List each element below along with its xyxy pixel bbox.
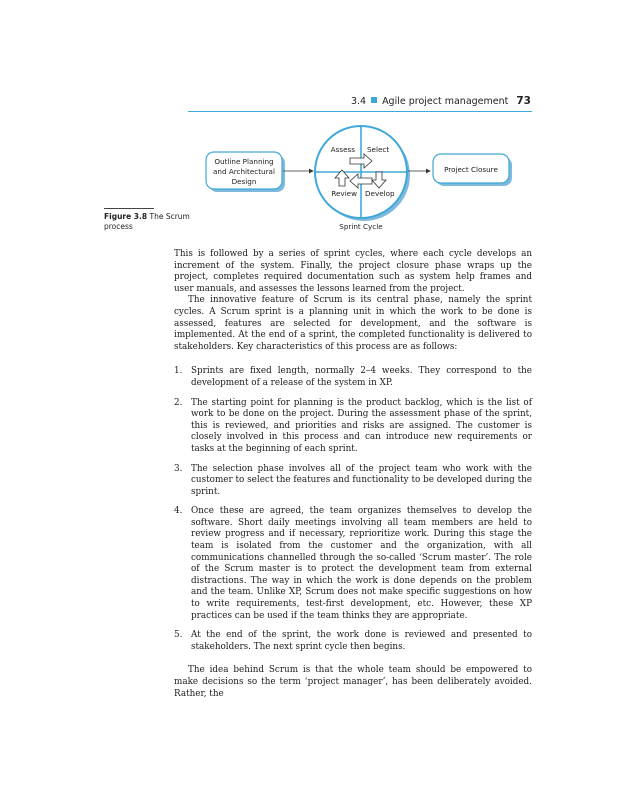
outline-planning-line-2: and Architectural [213, 167, 275, 176]
list-item [174, 506, 532, 622]
list-item-text: The starting point for planning is the product backlog, which is the list of work to be done on the project. During the assessment phase of the sprint, this is reviewed, and priorities and risks are assigned. The customer is closely involved in this process and can introduce new requirements or tasks at the beginning of each sprint. [191, 397, 532, 454]
figure-caption-text: The Scrum process [104, 212, 190, 231]
project-closure-box [433, 154, 512, 186]
list-number: 3. [174, 463, 183, 474]
list-number: 2. [174, 397, 183, 408]
list-number: 1. [174, 366, 183, 377]
list-item-text: Sprints are fixed length, normally 2–4 weeks. They correspond to the development of a release of the system in XP. [191, 366, 532, 388]
scrum-process-diagram [0, 0, 618, 240]
list-number: 5. [174, 630, 183, 641]
list-item [174, 398, 532, 456]
sprint-cycle-label: Sprint Cycle [339, 222, 383, 231]
review-label: Review [331, 189, 357, 198]
list-item [174, 464, 532, 499]
assess-label: Assess [330, 145, 355, 154]
body-text [174, 249, 532, 700]
figure-label: Figure 3.8 [104, 212, 148, 221]
characteristics-list [174, 366, 532, 653]
outline-planning-box [206, 152, 285, 192]
closing-paragraph: The idea behind Scrum is that the whole team should be empowered to make decisions so the term ‘project manager’, has been deliberately avoided. Rather, the [174, 665, 532, 699]
section-number: 3.4 [350, 96, 367, 107]
list-item-text: The selection phase involves all of the project team who work with the customer to select the features and functionality to be developed during the sprint. [191, 463, 532, 497]
outline-planning-line-3: Design [231, 177, 257, 186]
page-number: 73 [516, 95, 531, 107]
list-item [174, 630, 532, 653]
select-label: Select [367, 145, 390, 154]
sprint-cycle-circle [315, 126, 410, 221]
outline-planning-line-1: Outline Planning [214, 157, 274, 166]
paragraph-1: This is followed by a series of sprint cycles, where each cycle develops an increment of the system. Finally, the project closure phase wraps up the project, completes required documentation such as system help frames and user manuals, and assesses the lessons learned from the project. [174, 249, 532, 294]
section-title: Agile project management [382, 96, 509, 107]
project-closure-label: Project Closure [444, 165, 498, 174]
paragraph-2: The innovative feature of Scrum is its central phase, namely the sprint cycles. A Scrum sprint is a planning unit in which the work to be done is assessed, features are selected for development, and the software is implemented. At the end of a sprint, the completed functionality is delivered to stakeholders. Key characteristics of this process are as follows: [174, 295, 532, 352]
list-item-text: Once these are agreed, the team organizes themselves to develop the software. Short daily meetings involving all team members are held to review progress and if necessary, reprioritize work. During this stage the team is isolated from the customer and the organization, with all communications channelled through the so-called ‘Scrum master’. The role of the Scrum master is to protect the development team from external distractions. The way in which the work is done depends on the problem and the team. Unlike XP, Scrum does not make specific suggestions on how to write requirements, test-first development, etc. However, these XP practices can be used if the team thinks they are appropriate. [191, 506, 532, 621]
list-number: 4. [174, 506, 183, 517]
list-item [174, 366, 532, 389]
develop-label: Develop [365, 189, 395, 198]
list-item-text: At the end of the sprint, the work done is reviewed and presented to stakeholders. The next sprint cycle then begins. [191, 630, 532, 652]
